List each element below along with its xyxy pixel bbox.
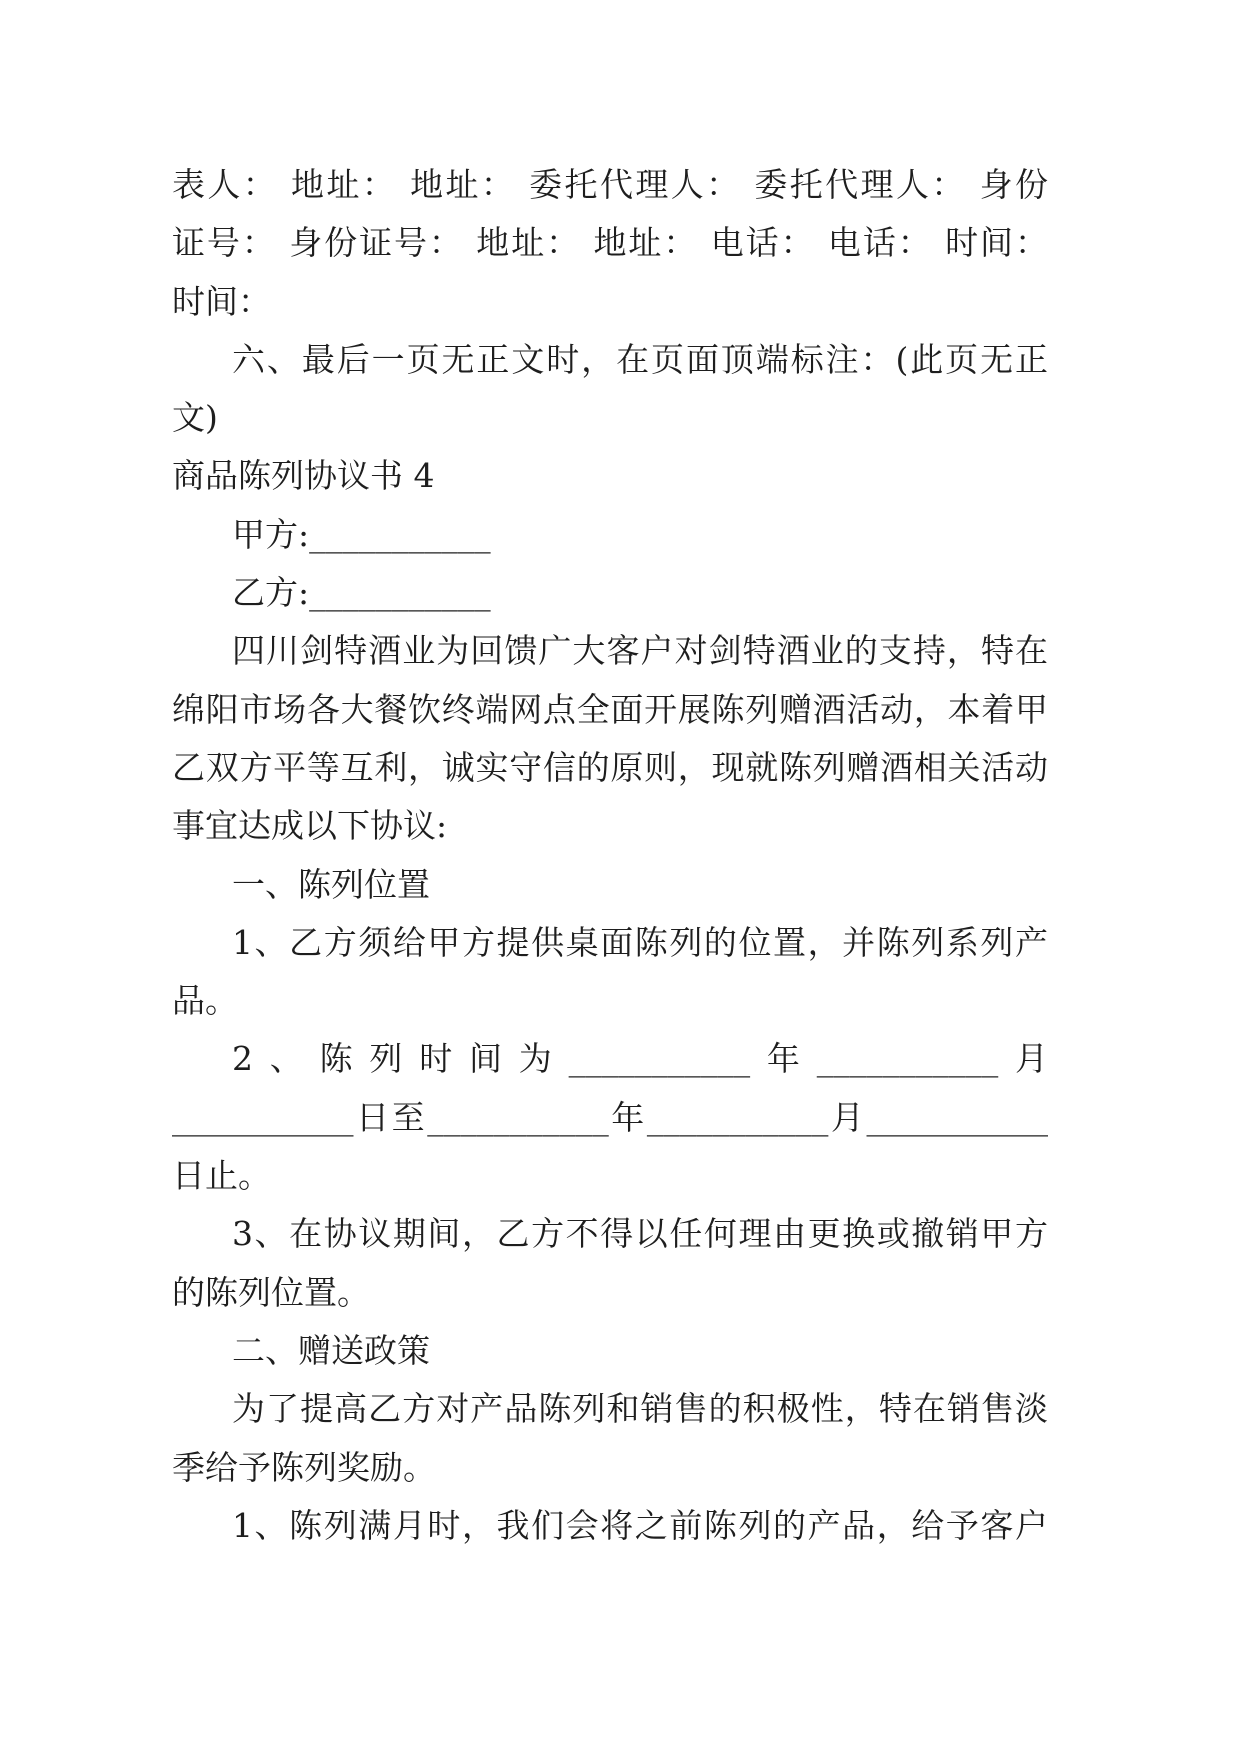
party-a-field: 甲方:___________ bbox=[232, 514, 491, 554]
paragraph-line: 季给予陈列奖励。 bbox=[172, 1447, 436, 1487]
paragraph-line: 为了提高乙方对产品陈列和销售的积极性，特在销售淡 bbox=[232, 1389, 1048, 1429]
signature-line: 表人： 地址： 地址： 委托代理人： 委托代理人： 身份 bbox=[172, 165, 1048, 204]
note-line: 六、最后一页无正文时，在页面顶端标注：(此页无正 bbox=[232, 339, 1048, 379]
paragraph-line: 1、陈列满月时，我们会将之前陈列的产品，给予客户 bbox=[232, 1505, 1048, 1545]
clause-3 bbox=[172, 1205, 1048, 1322]
paragraph-line: 事宜达成以下协议: bbox=[172, 806, 448, 846]
signature-line: 证号： 身份证号： 地址： 地址： 电话： 电话： 时间： bbox=[172, 223, 1048, 263]
paragraph-line: 四川剑特酒业为回馈广大客户对剑特酒业的支持，特在 bbox=[232, 631, 1048, 671]
paragraph-line: 的陈列位置。 bbox=[172, 1272, 370, 1312]
paragraph-line: 日止。 bbox=[172, 1156, 271, 1196]
agreement-title: 商品陈列协议书 4 bbox=[172, 456, 435, 496]
section-heading: 二、赠送政策 bbox=[232, 1330, 430, 1370]
agreement-intro bbox=[172, 622, 1048, 855]
paragraph-line: 乙双方平等互利，诚实守信的原则，现就陈列赠酒相关活动 bbox=[172, 747, 1048, 787]
document-body bbox=[172, 156, 1048, 1555]
paragraph-line: 2、陈列时间为___________年___________月 bbox=[232, 1039, 1048, 1079]
paragraph-line: 绵阳市场各大餐饮终端网点全面开展陈列赠酒活动，本着甲 bbox=[172, 689, 1048, 729]
party-b-field: 乙方:___________ bbox=[232, 573, 491, 613]
clause-1 bbox=[172, 914, 1048, 1031]
signature-line: 时间： bbox=[172, 281, 271, 321]
section-2-clause-1 bbox=[172, 1497, 1048, 1555]
section-heading: 一、陈列位置 bbox=[232, 864, 430, 904]
paragraph-line: 1、乙方须给甲方提供桌面陈列的位置，并陈列系列产 bbox=[232, 922, 1048, 962]
clause-2 bbox=[172, 1030, 1048, 1205]
note-line: 文) bbox=[172, 398, 218, 438]
format-note bbox=[172, 331, 1048, 448]
paragraph-line: ___________日至___________年___________月___________ bbox=[172, 1097, 1048, 1137]
section-2-intro bbox=[172, 1380, 1048, 1497]
paragraph-line: 3、在协议期间，乙方不得以任何理由更换或撤销甲方 bbox=[232, 1214, 1048, 1254]
signature-block bbox=[172, 156, 1048, 331]
paragraph-line: 品。 bbox=[172, 981, 238, 1021]
